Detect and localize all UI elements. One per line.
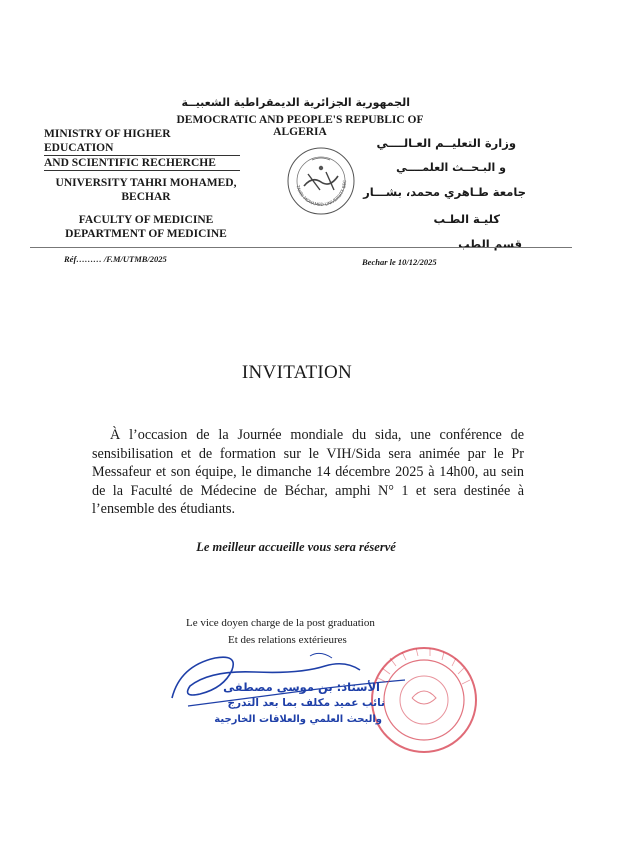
signatory-name-arabic: الأستاذ: بن موسى مصطفى [223,680,380,694]
ministry-arabic: وزارة التعليــم العـالــــي [376,136,516,150]
header-divider [30,247,572,248]
university-arabic: جامعة طـاهري محمد، بشـــار [363,185,526,199]
ministry-english [44,127,240,171]
department-line: DEPARTMENT OF MEDICINE [65,228,227,240]
signatory-department-arabic: والبحث العلمي والعلاقات الخارجية [214,714,382,725]
signatory-line-1: Le vice doyen charge de la post graduation [186,617,375,629]
ministry-line-1: MINISTRY OF HIGHER EDUCATION [44,127,240,156]
body-paragraph: À l’occasion de la Journée mondiale du sida, une conférence de sensibilisation et de formation sur le VIH/Sida sera animée par le Pr Messafeur et son équipe, le dimanche 14 décembre 2025 à 14h00, au sein de la Faculté de Médecine de Béchar, amphi N° 1 et sera destinée à l’ensemble des étudiants. [92,427,524,517]
university-english [46,176,246,204]
faculty-english [46,213,246,241]
document-date: Bechar le 10/12/2025 [362,257,437,267]
republic-english: DEMOCRATIC AND PEOPLE'S REPUBLIC OF ALGERIA [176,114,424,138]
university-seal-logo [286,146,356,216]
signatory-line-2: Et des relations extérieures [228,634,347,646]
department-arabic: قسم الطب [458,237,522,251]
university-line-2: BECHAR [121,191,171,203]
signatory-role-arabic: نائب عميد مكلف بما بعد التدرج [227,697,385,709]
research-arabic: و البـحــث العلمــــي [396,161,506,174]
faculty-arabic: كليـة الطـب [433,212,500,226]
welcome-line: Le meilleur accueille vous sera réservé [196,540,396,554]
document-title: INVITATION [241,362,353,383]
faculty-line: FACULTY OF MEDICINE [78,214,214,226]
reference-number: Réf……… /F.M/UTMB/2025 [64,254,167,264]
ministry-line-2: AND SCIENTIFIC RECHERCHE [44,156,240,171]
university-line-1: UNIVERSITY TAHRI MOHAMED, [55,177,237,189]
svg-text:TAHRI MOHAMED UNIVERSITY BECHA: TAHRI MOHAMED UNIVERSITY BEC [294,180,349,209]
republic-arabic: الجمهورية الجزائرية الديمقراطية الشعبيــة [181,96,410,109]
